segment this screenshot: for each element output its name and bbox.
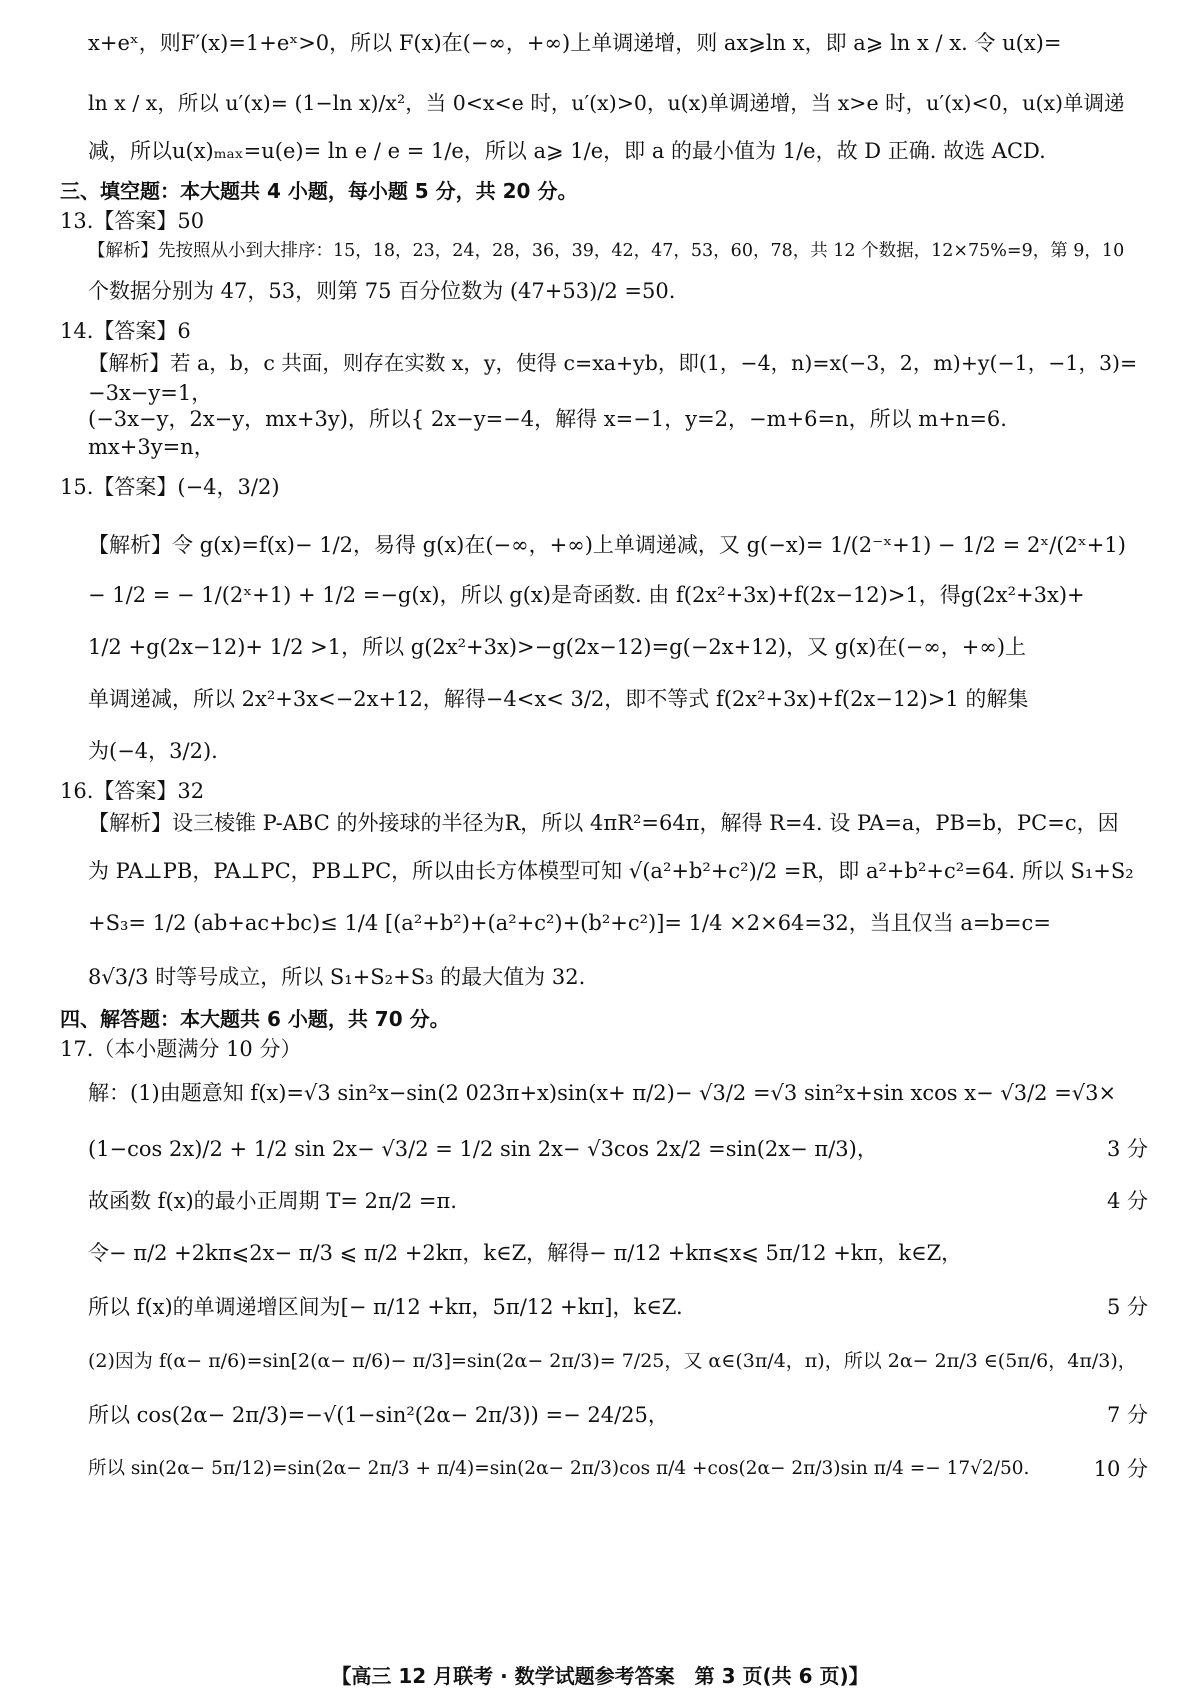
- text-line: 【解析】令 g(x)=f(x)− 1/2，易得 g(x)在(−∞，+∞)上单调递减，又 g(−x)= 1/(2⁻ˣ+1) − 1/2 = 2ˣ/(2ˣ+1): [88, 533, 1126, 557]
- text-line: 【解析】先按照从小到大排序：15，18，23，24，28，36，39，42，47，53，60，78，共 12 个数据，12×75%=9，第 9，10: [88, 241, 1125, 261]
- text-line: mx+3y=n，: [88, 435, 215, 459]
- text-line: 为 PA⊥PB，PA⊥PC，PB⊥PC，所以由长方体模型可知 √(a²+b²+c²)/2 =R，即 a²+b²+c²=64. 所以 S₁+S₂: [88, 859, 1134, 883]
- text-line: 所以 sin(2α− 5π/12)=sin(2α− 2π/3 + π/4)=sin(2α− 2π/3)cos π/4 +cos(2α− 2π/3)sin π/4 =− 17√2/50.: [88, 1458, 1030, 1479]
- text-line: (1−cos 2x)/2 + 1/2 sin 2x− √3/2 = 1/2 sin 2x− √3cos 2x/2 =sin(2x− π/3)，: [88, 1137, 878, 1161]
- question-label: 17.（本小题满分 10 分）: [60, 1037, 302, 1061]
- text-line: 1/2 +g(2x−12)+ 1/2 >1，所以 g(2x²+3x)>−g(2x−12)=g(−2x+12)，又 g(x)在(−∞，+∞)上: [88, 635, 1027, 659]
- answer-label: 16.【答案】32: [60, 779, 205, 803]
- text-line: 8√3/3 时等号成立，所以 S₁+S₂+S₃ 的最大值为 32.: [88, 965, 586, 989]
- text-line: 单调递减，所以 2x²+3x<−2x+12，解得−4<x< 3/2，即不等式 f(2x²+3x)+f(2x−12)>1 的解集: [88, 687, 1029, 711]
- section-heading: 四、解答题：本大题共 6 小题，共 70 分。: [60, 1007, 450, 1031]
- text-line: 减，所以u(x)ₘₐₓ=u(e)= ln e / e = 1/e，所以 a⩾ 1/e，即 a 的最小值为 1/e，故 D 正确. 故选 ACD.: [88, 139, 1046, 163]
- text-line: −3x−y=1，: [88, 381, 213, 405]
- answer-label: 15.【答案】(−4，3/2): [60, 475, 280, 499]
- answer-label: 13.【答案】50: [60, 209, 205, 233]
- text-line: 【解析】设三棱锥 P-ABC 的外接球的半径为R，所以 4πR²=64π，解得 R=4. 设 PA=a，PB=b，PC=c，因: [88, 811, 1119, 835]
- text-line: 个数据分别为 47，53，则第 75 百分位数为 (47+53)/2 =50.: [88, 279, 676, 303]
- answer-label: 14.【答案】6: [60, 319, 191, 343]
- text-line: 所以 cos(2α− 2π/3)=−√(1−sin²(2α− 2π/3)) =− 24/25，: [88, 1403, 669, 1427]
- text-line: 所以 f(x)的单调递增区间为[− π/12 +kπ，5π/12 +kπ]，k∈Z.: [88, 1295, 683, 1319]
- text-line: 解：(1)由题意知 f(x)=√3 sin²x−sin(2 023π+x)sin(x+ π/2)− √3/2 =√3 sin²x+sin xcos x− √3/2 =√3×: [88, 1081, 1117, 1105]
- score-mark: 7 分: [1106, 1403, 1148, 1427]
- score-mark: 4 分: [1106, 1189, 1148, 1213]
- text-line: (2)因为 f(α− π/6)=sin[2(α− π/6)− π/3]=sin(2α− 2π/3)= 7/25，又 α∈(3π/4，π)，所以 2α− 2π/3 ∈(5π/6，4π/3)，: [88, 1350, 1137, 1372]
- text-line: − 1/2 = − 1/(2ˣ+1) + 1/2 =−g(x)，所以 g(x)是奇函数. 由 f(2x²+3x)+f(2x−12)>1，得g(2x²+3x)+: [88, 583, 1085, 607]
- text-line: 令− π/2 +2kπ⩽2x− π/3 ⩽ π/2 +2kπ，k∈Z，解得− π/12 +kπ⩽x⩽ 5π/12 +kπ，k∈Z，: [88, 1241, 963, 1265]
- score-mark: 5 分: [1106, 1295, 1148, 1319]
- text-line: 故函数 f(x)的最小正周期 T= 2π/2 =π.: [88, 1189, 457, 1213]
- text-line: ln x / x，所以 u′(x)= (1−ln x)/x²，当 0<x<e 时，u′(x)>0，u(x)单调递增，当 x>e 时，u′(x)<0，u(x)单调递: [88, 91, 1125, 115]
- text-line: x+eˣ，则F′(x)=1+eˣ>0，所以 F(x)在(−∞，+∞)上单调递增，则 ax⩾ln x，即 a⩾ ln x / x. 令 u(x)=: [88, 31, 1062, 55]
- text-line: +S₃= 1/2 (ab+ac+bc)≤ 1/4 [(a²+b²)+(a²+c²)+(b²+c²)]= 1/4 ×2×64=32，当且仅当 a=b=c=: [88, 911, 1051, 935]
- text-line: 【解析】若 a，b，c 共面，则存在实数 x，y，使得 c=xa+yb，即(1，−4，n)=x(−3，2，m)+y(−1，−1，3)=: [88, 351, 1138, 375]
- text-line: 为(−4，3/2).: [88, 739, 218, 763]
- score-mark: 3 分: [1106, 1137, 1148, 1161]
- page-footer: 【高三 12 月联考 · 数学试题参考答案 第 3 页(共 6 页)】: [331, 1664, 869, 1688]
- section-heading: 三、填空题：本大题共 4 小题，每小题 5 分，共 20 分。: [60, 179, 578, 203]
- score-mark: 10 分: [1093, 1457, 1148, 1481]
- text-line: (−3x−y，2x−y，mx+3y)，所以{ 2x−y=−4，解得 x=−1，y=2，−m+6=n，所以 m+n=6.: [88, 407, 1007, 431]
